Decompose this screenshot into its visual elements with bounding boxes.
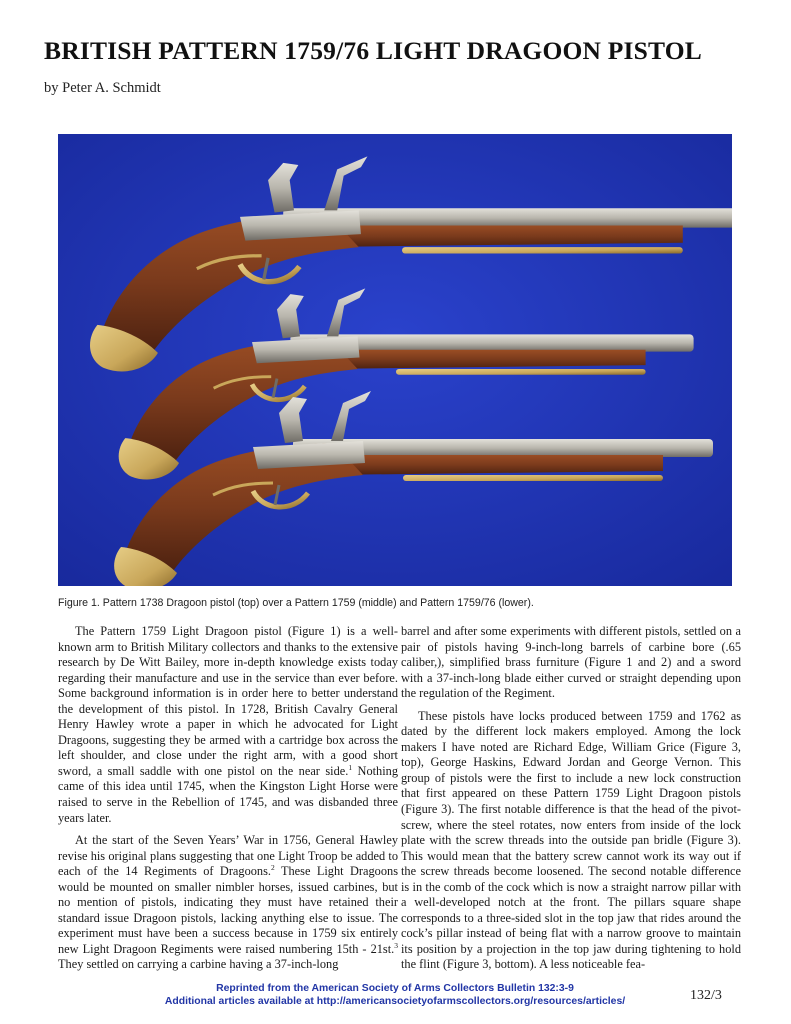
paragraph: These pistols have locks produced between 1759 and 1762 as dated by the different lock makers employed. Among the lock makers I have noted are Richard Edge, William Grice (Figure 3, top), George Haskins, Edward Jordan and George Vernon. This group of pistols were the first to include a new lock construction that first appeared on these Pattern 1759 Light Dragoon pistols (Figure 3). The first notable difference is that the head of the pivot-screw, where the steel rotates, now enters from inside of the lock plate with the screw threads into the outside pan bridle (Figure 3). This would mean that the battery screw cannot work its way out if the screw threads become loosened. The second notable difference is in the comb of the cock which is now a straight narrow pillar with a well-developed notch at the front. The pillars square shape corresponds to a three-sided slot in the top jaw that rides around the cock’s pillar instead of being flat with a narrow groove to maintain its position by a projection in the top jaw during tightening to hold the flint (Figure 3, bottom). A less noticeable fea- [401,708,741,972]
body-column-left [58,624,398,980]
articles-link[interactable]: Additional articles available at http://americansocietyofarmscollectors.org/resources/articles/ [164,995,626,1007]
pistols-illustration [58,134,732,586]
article-title: BRITISH PATTERN 1759/76 LIGHT DRAGOON PISTOL [44,36,703,65]
page-number: 132/3 [690,988,722,1003]
paragraph: The Pattern 1759 Light Dragoon pistol (Figure 1) is a well-known arm to British Military collectors and thanks to the extensive research by De Witt Bailey, more in-depth knowledge exists today regarding their manufacture and use in the service than ever before. Some background information is in order here to better understand the development of this pistol. In 1728, British Cavalry General Henry Hawley wrote a paper in which he advocated for Light Dragoons, suggesting they be armed with a cartridge box across the left shoulder, and close under the right arm, with a good short sword, a small saddle with one pistol on the near side.$^1$ Nothing came of this idea until 1745, when the Kingston Light Horse were raised to serve in the Rebellion of 1745, and was disbanded three years later. [58,624,399,825]
figure-caption: Figure 1. Pattern 1738 Dragoon pistol (top) over a Pattern 1759 (middle) and Pattern 1759/76 (lower). [58,597,534,609]
reprint-notice: Reprinted from the American Society of Arms Collectors Bulletin 132:3-9 [216,983,574,994]
figure-photo [58,134,732,586]
paragraph: At the start of the Seven Years’ War in 1756, General Hawley revise his original plans suggesting that one Light Troop be added to each of the 14 Regiments of Dragoons.$^2$ These Light Dragoons would be mounted on smaller nimbler horses, issued carbines, but no mention of pistols, indicating they must have retained their standard issue Dragoon pistols, lacking anything else to issue. The experiment must have been a success because in 1759 six entirely new Light Dragoon Regiments were raised numbering 15th - 21st.$^3$ They settled on carrying a carbine having a 37-inch-long [58,833,398,972]
author-byline: by Peter A. Schmidt [44,80,161,96]
reprint-footer [140,983,650,1008]
body-column-right [401,624,741,980]
paragraph: barrel and after some experiments with different pistols, settled on a pair of pistols having 9-inch-long barrels of carbine bore (.65 caliber,), simplified brass furniture (Figure 1 and 2) and a sword with a 37-inch-long blade either curved or straight depending upon the regulation of the Regiment. [401,624,741,701]
